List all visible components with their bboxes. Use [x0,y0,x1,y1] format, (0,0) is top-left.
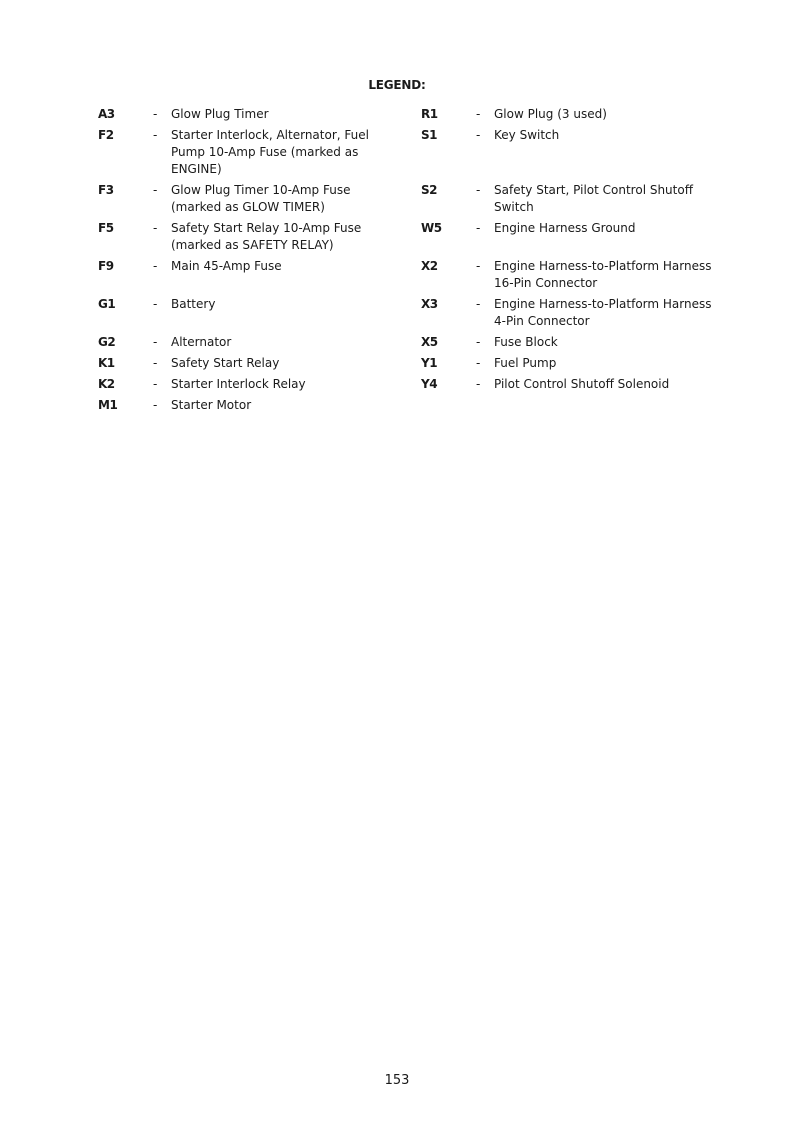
legend-description: Alternator [171,335,232,349]
legend-code: F3 [98,183,114,197]
legend-description: Main 45-Amp Fuse [171,259,282,273]
legend-description: Key Switch [494,128,560,142]
legend-entry [421,106,721,123]
legend-description: Starter Interlock, Alternator, Fuel Pump 10-Amp Fuse (marked as ENGINE) [171,128,369,176]
legend-code: Y4 [421,377,438,391]
legend-dash: - [476,356,481,370]
legend-code: R1 [421,107,438,121]
legend-entry [421,376,721,393]
legend-dash: - [153,356,158,370]
legend-dash: - [153,335,158,349]
legend-code: K2 [98,377,115,391]
legend-dash: - [153,128,158,142]
legend-entry [421,182,721,216]
legend-code: F9 [98,259,114,273]
legend-code: X3 [421,297,438,311]
legend-entry [98,296,398,330]
legend-code: M1 [98,398,118,412]
legend-dash: - [476,107,481,121]
legend-code: G1 [98,297,116,311]
legend-code: Y1 [421,356,438,370]
legend-dash: - [476,335,481,349]
legend-entry [98,106,398,123]
legend-dash: - [153,183,158,197]
legend-code: F2 [98,128,114,142]
legend-description: Starter Motor [171,398,252,412]
legend-code: S1 [421,128,437,142]
legend-dash: - [153,259,158,273]
legend-entry [98,397,398,414]
legend-description: Glow Plug Timer [171,107,269,121]
legend-description: Engine Harness-to-Platform Harness 16-Pin Connector [494,259,712,290]
legend-entry [98,182,398,216]
legend-description: Safety Start Relay [171,356,280,370]
legend-dash: - [153,377,158,391]
legend-entry [421,220,721,254]
legend-dash: - [476,183,481,197]
legend-description: Pilot Control Shutoff Solenoid [494,377,670,391]
legend-description: Glow Plug Timer 10-Amp Fuse (marked as GLOW TIMER) [171,183,351,214]
legend-description: Safety Start Relay 10-Amp Fuse (marked as SAFETY RELAY) [171,221,362,252]
legend-entry [421,127,721,178]
legend-dash: - [476,297,481,311]
legend-dash: - [476,259,481,273]
legend-description: Glow Plug (3 used) [494,107,607,121]
legend-dash: - [476,377,481,391]
legend-right-column [421,106,721,397]
legend-dash: - [476,128,481,142]
legend-entry [98,376,398,393]
legend-code: F5 [98,221,114,235]
legend-entry [421,296,721,330]
legend-description: Starter Interlock Relay [171,377,306,391]
legend-code: X5 [421,335,438,349]
legend-code: G2 [98,335,116,349]
legend-description: Battery [171,297,216,311]
legend-entry [98,355,398,372]
legend-code: W5 [421,221,442,235]
legend-entry [421,334,721,351]
legend-description: Fuel Pump [494,356,557,370]
legend-description: Engine Harness-to-Platform Harness 4-Pin Connector [494,297,712,328]
legend-left-column [98,106,398,418]
legend-entry [421,355,721,372]
legend-entry [421,258,721,292]
legend-description: Fuse Block [494,335,558,349]
legend-dash: - [476,221,481,235]
legend-code: S2 [421,183,437,197]
legend-entry [98,220,398,254]
legend-dash: - [153,398,158,412]
legend-dash: - [153,107,158,121]
legend-entry [98,334,398,351]
legend-code: A3 [98,107,115,121]
page-number: 153 [384,1073,410,1088]
legend-dash: - [153,221,158,235]
legend-entry [98,127,398,178]
legend-description: Safety Start, Pilot Control Shutoff Switch [494,183,693,214]
legend-title: LEGEND: [368,78,426,92]
legend-dash: - [153,297,158,311]
legend-entry [98,258,398,292]
legend-code: K1 [98,356,115,370]
legend-code: X2 [421,259,438,273]
legend-description: Engine Harness Ground [494,221,636,235]
